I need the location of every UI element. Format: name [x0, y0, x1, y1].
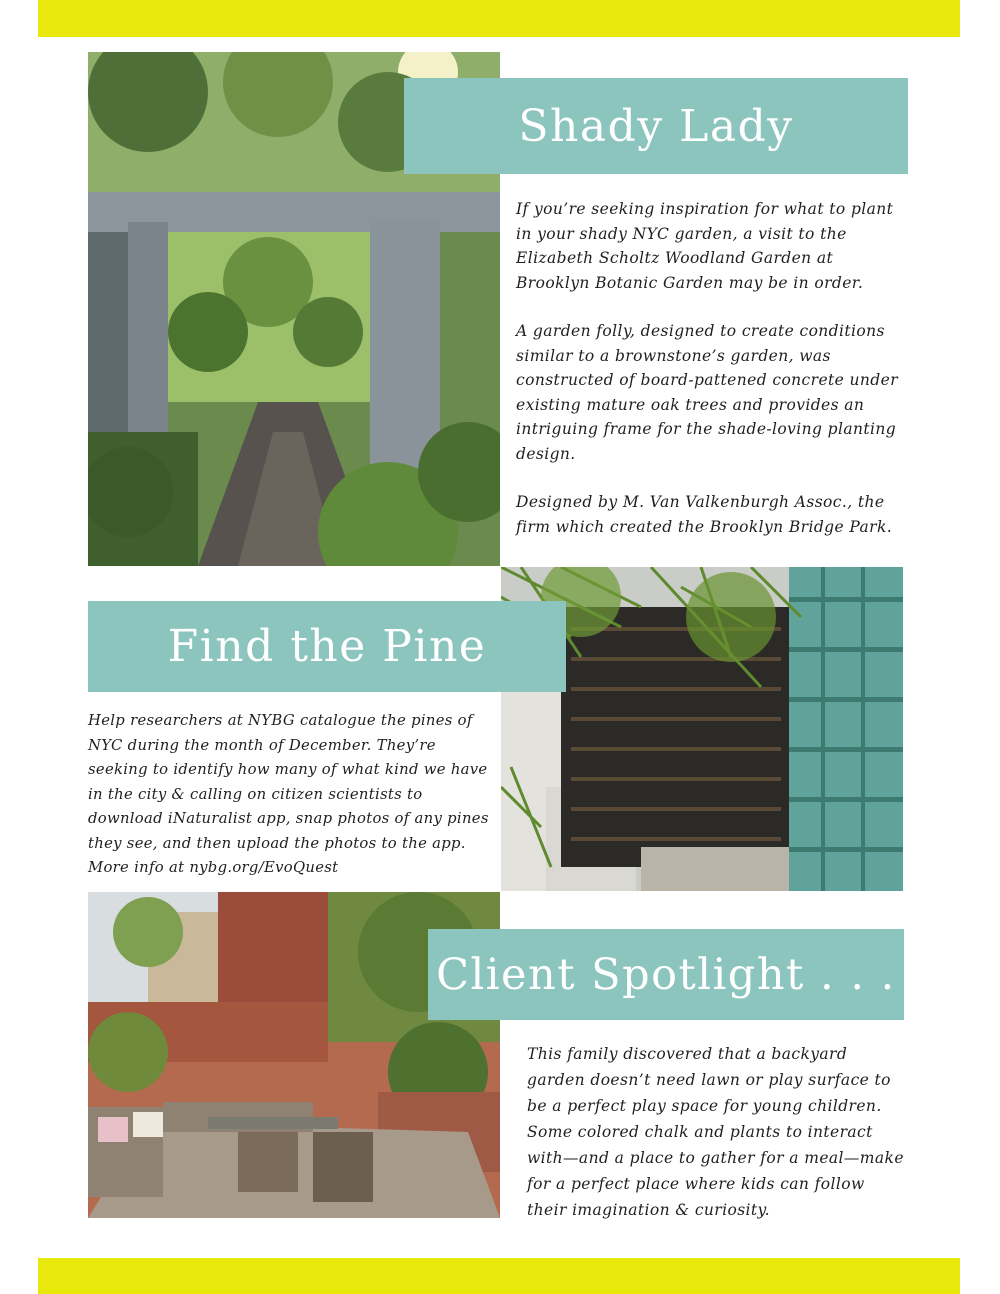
shady-lady-paragraph: Designed by M. Van Valkenburgh Assoc., the firm which created the Brooklyn Bridge Park. [516, 493, 893, 536]
client-spotlight-banner [428, 929, 904, 1020]
shady-lady-paragraph: A garden folly, designed to create conditions similar to a brownstone’s garden, was constructed of board-pattened concrete under existing mature oak trees and provides an intriguing frame for the shade-loving planting design. [516, 322, 899, 463]
shady-lady-text [516, 197, 911, 539]
shady-lady-paragraph: If you’re seeking inspiration for what to plant in your shady NYC garden, a visit to the Elizabeth Scholtz Woodland Garden at Brooklyn Botanic Garden may be in order. [516, 200, 894, 292]
shady-lady-title: Shady Lady [518, 100, 794, 152]
client-spotlight-paragraph: This family discovered that a backyard garden doesn’t need lawn or play surface to be a perfect play space for young children. Some colored chalk and plants to interact with—and a place to gather for a meal—make for a perfect place where kids can follow their imagination & curiosity. [527, 1045, 904, 1219]
find-the-pine-paragraph: Help researchers at NYBG catalogue the pines of NYC during the month of December. They’re seeking to identify how many of what kind we have in the city & calling on citizen scientists to download iNaturalist app, snap photos of any pines they see, and then upload the photos to the app. More info at nybg.org/EvoQuest [88, 712, 489, 876]
find-the-pine-title: Find the Pine [167, 621, 487, 672]
find-the-pine-text [88, 709, 498, 881]
client-spotlight-text [527, 1041, 907, 1223]
shady-lady-banner [404, 78, 908, 174]
bottom-accent-bar [38, 1258, 960, 1294]
client-spotlight-title: Client Spotlight . . . [436, 949, 896, 1000]
find-the-pine-banner [88, 601, 566, 692]
top-accent-bar [38, 0, 960, 37]
